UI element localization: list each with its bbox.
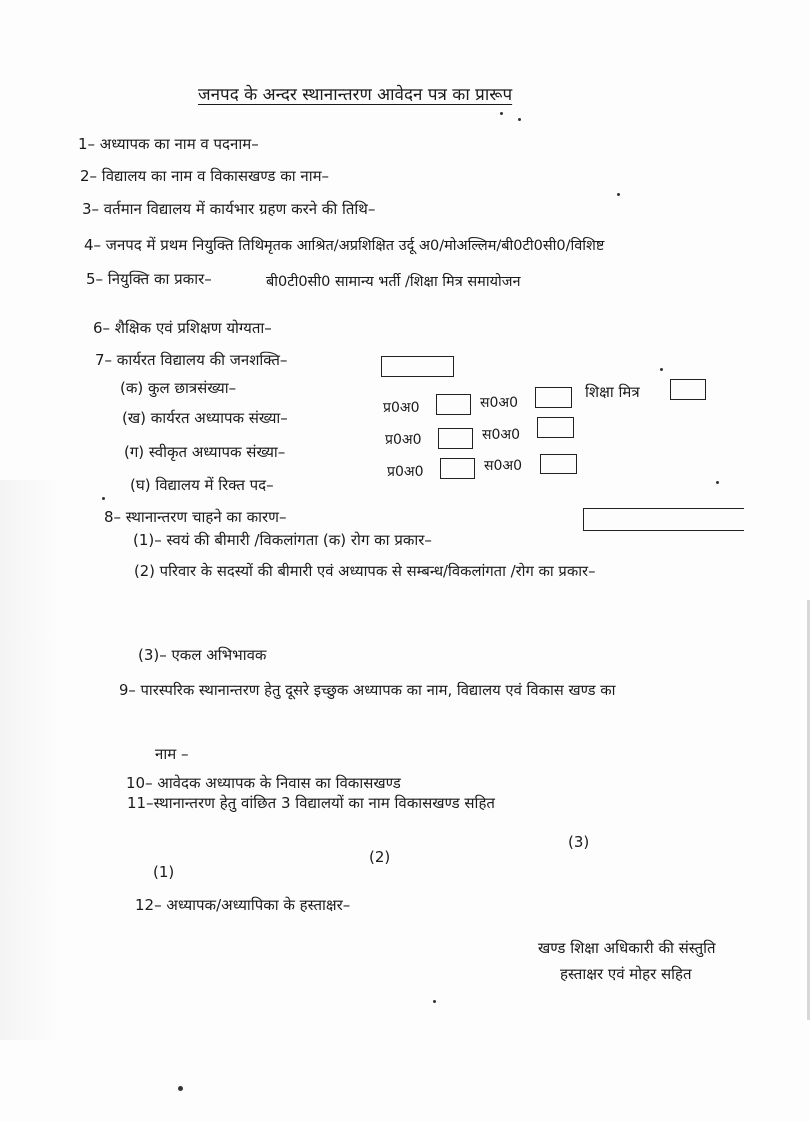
- item-1-teacher-name: 1– अध्यापक का नाम व पदनाम–: [78, 135, 259, 153]
- vacant-headmaster-box[interactable]: [440, 458, 475, 479]
- item-5-appointment-types-line2: बी0टी0सी0 सामान्य भर्ती /शिक्षा मित्र समायोजन: [266, 274, 521, 290]
- item-7b-working-teachers: (ख) कार्यरत अध्यापक संख्या–: [122, 409, 288, 427]
- item-8-1-own-illness: (1)– स्वयं की बीमारी /विकलांगता (क) रोग का प्रकार–: [133, 531, 432, 549]
- desired-school-3: (3): [568, 833, 590, 851]
- scan-speck: [433, 1000, 436, 1003]
- pra-label-7b: प्र0अ0: [383, 400, 420, 416]
- desired-school-2: (2): [369, 848, 391, 866]
- scan-speck: [178, 1086, 183, 1091]
- form-title: जनपद के अन्दर स्थानान्तरण आवेदन पत्र का प्रारूप: [198, 85, 513, 105]
- scan-speck: [660, 368, 663, 371]
- item-11-desired-schools: 11–स्थानान्तरण हेतु वांछित 3 विद्यालयों का नाम विकासखण्ड सहित: [127, 794, 495, 812]
- pra-label-7c: प्र0अ0: [385, 432, 422, 448]
- item-7d-vacant-posts: (घ) विद्यालय में रिक्त पद–: [130, 476, 274, 494]
- sa-label-7d: स0अ0: [484, 458, 522, 474]
- item-7a-total-students: (क) कुल छात्रसंख्या–: [120, 379, 237, 397]
- item-8-transfer-reason: 8– स्थानान्तरण चाहने का कारण–: [104, 508, 287, 526]
- item-8-3-single-parent: (3)– एकल अभिभावक: [138, 646, 267, 664]
- item-9-name: नाम –: [155, 745, 189, 763]
- scan-speck: [617, 193, 620, 196]
- sa-label-7c: स0अ0: [482, 427, 520, 443]
- transfer-reason-box[interactable]: [583, 508, 744, 531]
- item-7-school-staff: 7– कार्यरत विद्यालय की जनशक्ति–: [95, 351, 288, 369]
- item-10-residence-block: 10– आवेदक अध्यापक के निवास का विकासखण्ड: [126, 774, 401, 792]
- beo-signature-seal: हस्ताक्षर एवं मोहर सहित: [560, 965, 692, 983]
- shiksha-mitra-label: शिक्षा मित्र: [585, 383, 640, 401]
- scan-speck: [518, 118, 521, 121]
- item-4-first-appointment-date: 4– जनपद में प्रथम नियुक्ति तिथि–: [84, 236, 272, 254]
- item-9-mutual-transfer: 9– पारस्परिक स्थानान्तरण हेतु दूसरे इच्छुक अध्यापक का नाम, विद्यालय एवं विकास खण्ड का: [119, 682, 616, 699]
- item-5-appointment-types-line1: मृतक आश्रित/अप्रशिक्षित उर्दू अ0/मोअल्लिम/बी0टी0सी0/विशिष्ट: [264, 238, 605, 254]
- item-6-qualification: 6– शैक्षिक एवं प्रशिक्षण योग्यता–: [93, 319, 272, 337]
- scan-speck: [716, 481, 719, 484]
- working-assistant-teacher-box[interactable]: [535, 387, 572, 408]
- item-3-joining-date: 3– वर्तमान विद्यालय में कार्यभार ग्रहण करने की तिथि–: [82, 200, 376, 218]
- item-12-teacher-signature: 12– अध्यापक/अध्यापिका के हस्ताक्षर–: [135, 896, 351, 914]
- item-8-2-family-illness: (2) परिवार के सदस्यों की बीमारी एवं अध्यापक से सम्बन्ध/विकलांगता /रोग का प्रकार–: [134, 563, 596, 580]
- sa-label-7b: स0अ0: [480, 395, 518, 411]
- scan-speck: [102, 497, 105, 500]
- sanctioned-headmaster-box[interactable]: [438, 428, 473, 449]
- beo-recommendation: खण्ड शिक्षा अधिकारी की संस्तुति: [538, 939, 716, 957]
- scan-shadow: [0, 480, 60, 1040]
- sanctioned-assistant-teacher-box[interactable]: [537, 417, 574, 438]
- pra-label-7d: प्र0अ0: [387, 464, 424, 480]
- total-students-box[interactable]: [381, 356, 454, 377]
- vacant-assistant-teacher-box[interactable]: [540, 454, 577, 474]
- working-headmaster-box[interactable]: [436, 394, 471, 415]
- scan-speck: [500, 112, 503, 115]
- desired-school-1: (1): [153, 863, 175, 881]
- item-7c-sanctioned-teachers: (ग) स्वीकृत अध्यापक संख्या–: [124, 443, 286, 461]
- item-5-appointment-type-label: 5– नियुक्ति का प्रकार–: [86, 270, 212, 288]
- item-2-school-name: 2– विद्यालय का नाम व विकासखण्ड का नाम–: [80, 167, 330, 185]
- shiksha-mitra-box[interactable]: [670, 379, 706, 400]
